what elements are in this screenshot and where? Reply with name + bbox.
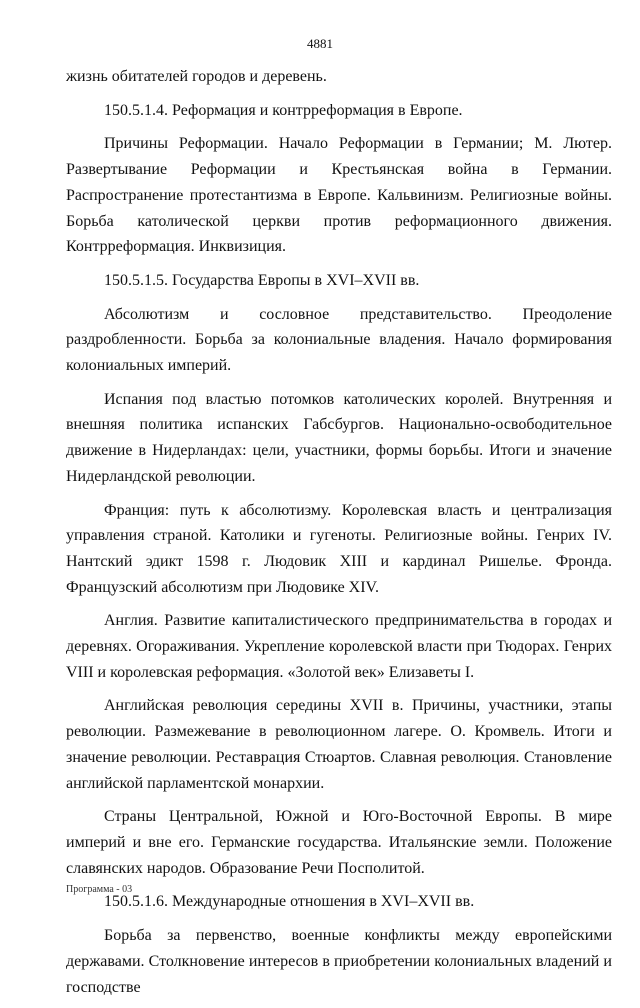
page-number: 4881 [307,36,333,51]
document-body [66,64,612,1008]
paragraph-continuation: жизнь обитателей городов и деревень. [66,68,327,85]
paragraph-central-europe: Страны Центральной, Южной и Юго-Восточной Европы. В мире империй и вне его. Германские государства. Итальянские земли. Положение славянских народов. Образование Речи Посполитой. [66,808,612,877]
paragraph-reformation: Причины Реформации. Начало Реформации в Германии; М. Лютер. Развертывание Реформации и Крестьянская война в Германии. Распространение протестантизма в Европе. Кальвинизм. Религиозные войны. Борьба католической церкви против реформационного движения. Контрреформация. Инквизиция. [66,135,612,256]
paragraph-spain: Испания под властью потомков католических королей. Внутренняя и внешняя политика испанских Габсбургов. Национально-освободительное движение в Нидерландах: цели, участники, формы борьбы. Итоги и значение Нидерландской революции. [66,390,612,485]
footer-label: Программа - 03 [66,884,133,895]
paragraph-france: Франция: путь к абсолютизму. Королевская власть и централизация управления страной. Католики и гугеноты. Религиозные войны. Генрих IV. Нантский эдикт 1598 г. Людовик XIII и кардинал Ришелье. Фронда. Французский абсолютизм при Людовике XIV. [66,501,612,596]
section-heading-reformation: 150.5.1.4. Реформация и контрреформация в Европе. [104,101,463,119]
section-heading-international: 150.5.1.6. Международные отношения в XVI–XVII вв. [104,893,475,911]
paragraph-english-revolution: Английская революция середины XVII в. Причины, участники, этапы революции. Размежевание в революционном лагере. О. Кромвель. Итоги и значение революции. Реставрация Стюартов. Славная революция. Становление английской парламентской монархии. [66,697,612,792]
paragraph-england: Англия. Развитие капиталистического предпринимательства в городах и деревнях. Огораживания. Укрепление королевской власти при Тюдорах. Генрих VIII и королевская реформация. «Золотой век» Елизаветы I. [66,612,612,681]
section-heading-states: 150.5.1.5. Государства Европы в XVI–XVII вв. [104,271,420,289]
paragraph-absolutism: Абсолютизм и сословное представительство. Преодоление раздробленности. Борьба за колониальные владения. Начало формирования колониальных империй. [66,305,612,375]
paragraph-international: Борьба за первенство, военные конфликты между европейскими державами. Столкновение интересов в приобретении колониальных владений и господстве [66,927,612,996]
